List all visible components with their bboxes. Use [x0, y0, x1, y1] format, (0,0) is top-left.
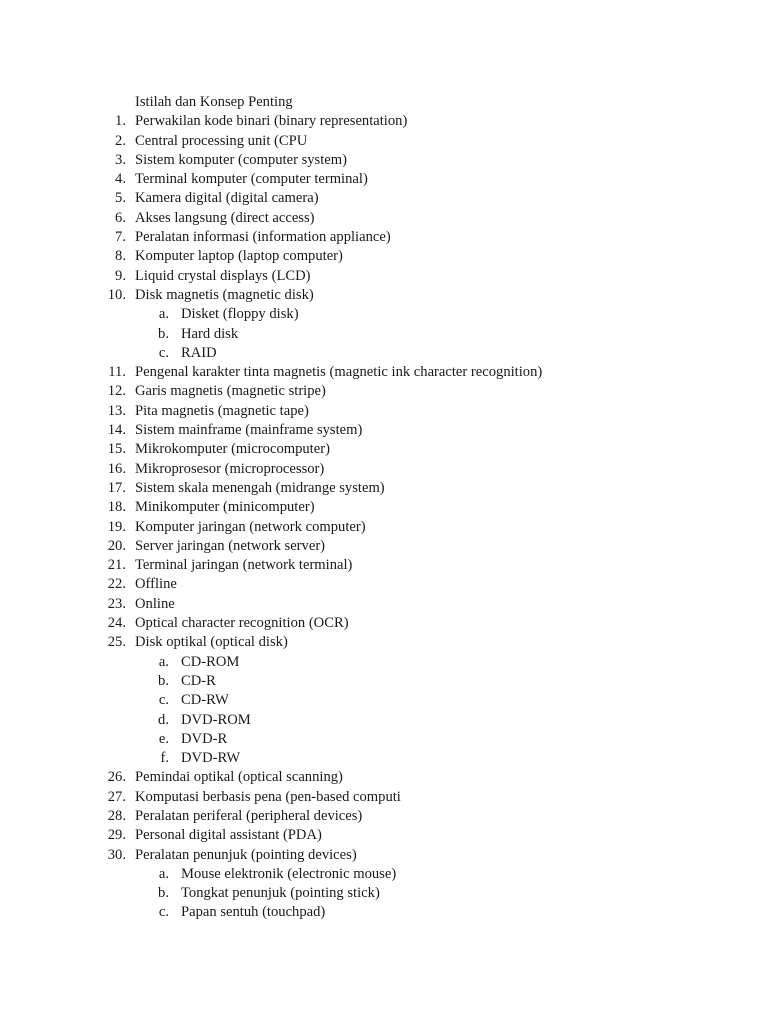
list-item-number: 11.: [108, 364, 126, 381]
list-item: [0, 170, 768, 189]
sub-list-item-letter: a.: [158, 653, 169, 670]
list-item-text: Pita magnetis (magnetic tape): [135, 402, 309, 419]
list-item-number: 23.: [107, 595, 126, 612]
document-heading-line: [0, 93, 768, 112]
list-item-text: Komputasi berbasis pena (pen-based computi: [135, 788, 401, 805]
sub-list-item-letter: c.: [158, 904, 169, 921]
list-item-number: 20.: [107, 537, 126, 554]
sub-list-item-letter: b.: [158, 325, 169, 342]
sub-list-item: [0, 344, 768, 363]
sub-list-item-text: CD-ROM: [181, 653, 240, 670]
list-item-number: 7.: [115, 229, 126, 246]
sub-list-item-letter: c.: [158, 692, 169, 709]
sub-list-item: [0, 653, 768, 672]
list-item: [0, 498, 768, 517]
list-item: [0, 382, 768, 401]
list-item-number: 29.: [107, 827, 126, 844]
list-item-text: Personal digital assistant (PDA): [135, 827, 322, 844]
sub-list-item: [0, 672, 768, 691]
list-item: [0, 228, 768, 247]
list-item-text: Disk magnetis (magnetic disk): [135, 286, 314, 303]
list-item-number: 5.: [115, 190, 126, 207]
sub-list-item-text: CD-RW: [181, 692, 229, 709]
list-item-text: Server jaringan (network server): [135, 537, 326, 554]
list-item-number: 28.: [107, 807, 126, 824]
sub-list-item: [0, 865, 768, 884]
sub-list-item: [0, 305, 768, 324]
sub-list-item: [0, 325, 768, 344]
list-item: [0, 633, 768, 652]
sub-list-item-text: Papan sentuh (touchpad): [181, 904, 326, 921]
sub-list-item-text: Tongkat penunjuk (pointing stick): [181, 885, 380, 902]
list-item: [0, 363, 768, 382]
sub-list-item-letter: d.: [158, 711, 169, 728]
list-item-number: 21.: [107, 557, 126, 574]
sub-list-item-letter: b.: [158, 672, 169, 689]
list-item-number: 4.: [115, 171, 126, 188]
list-item-number: 10.: [107, 286, 126, 303]
list-item-text: Kamera digital (digital camera): [135, 190, 319, 207]
list-item: [0, 788, 768, 807]
list-item-number: 27.: [107, 788, 126, 805]
list-item: [0, 421, 768, 440]
list-item-text: Sistem mainframe (mainframe system): [135, 422, 363, 439]
list-item: [0, 846, 768, 865]
list-item-number: 12.: [107, 383, 126, 400]
list-item: [0, 807, 768, 826]
list-item: [0, 402, 768, 421]
list-item: [0, 247, 768, 266]
document-page: [0, 93, 768, 923]
list-item-number: 19.: [107, 518, 126, 535]
list-item: [0, 556, 768, 575]
list-item-text: Optical character recognition (OCR): [135, 615, 349, 632]
sub-list-item-letter: a.: [158, 306, 169, 323]
list-item-number: 24.: [107, 615, 126, 632]
list-item-number: 26.: [107, 769, 126, 786]
sub-list-item: [0, 903, 768, 922]
list-item-number: 30.: [107, 846, 126, 863]
list-item-text: Komputer jaringan (network computer): [135, 518, 366, 535]
list-item: [0, 440, 768, 459]
list-item-text: Peralatan informasi (information appliance): [135, 229, 391, 246]
list-item-number: 2.: [115, 132, 126, 149]
sub-list-item-text: Mouse elektronik (electronic mouse): [181, 865, 397, 882]
sub-list-item-letter: b.: [158, 885, 169, 902]
list-item: [0, 460, 768, 479]
list-item-number: 25.: [107, 634, 126, 651]
list-item-text: Mikrokomputer (microcomputer): [135, 441, 330, 458]
list-item-number: 15.: [107, 441, 126, 458]
list-item: [0, 209, 768, 228]
list-item-number: 22.: [107, 576, 126, 593]
list-item: [0, 112, 768, 131]
list-item-text: Central processing unit (CPU: [135, 132, 308, 149]
list-item: [0, 267, 768, 286]
list-item-number: 8.: [115, 248, 126, 265]
list-item: [0, 518, 768, 537]
sub-list-item-letter: e.: [158, 730, 169, 747]
list-item-number: 17.: [107, 479, 126, 496]
list-item-number: 13.: [107, 402, 126, 419]
list-item: [0, 151, 768, 170]
list-item: [0, 826, 768, 845]
list-item: [0, 479, 768, 498]
list-item-text: Online: [135, 595, 175, 612]
list-item-text: Pengenal karakter tinta magnetis (magnetic ink character recognition): [135, 364, 543, 381]
list-item: [0, 132, 768, 151]
sub-list-item: [0, 884, 768, 903]
list-item: [0, 537, 768, 556]
list-item-text: Peralatan periferal (peripheral devices): [135, 807, 363, 824]
sub-list-item: [0, 711, 768, 730]
list-item-text: Disk optikal (optical disk): [135, 634, 288, 651]
list-item-number: 16.: [107, 460, 126, 477]
list-item-text: Minikomputer (minicomputer): [135, 499, 315, 516]
list-item-number: 14.: [107, 422, 126, 439]
list-item: [0, 768, 768, 787]
list-item: [0, 189, 768, 208]
sub-list-item-letter: c.: [158, 344, 169, 361]
sub-list-item: [0, 730, 768, 749]
list-item: [0, 286, 768, 305]
list-item-number: 18.: [107, 499, 126, 516]
list-item-text: Garis magnetis (magnetic stripe): [135, 383, 326, 400]
list-item-text: Liquid crystal displays (LCD): [135, 267, 311, 284]
document-heading: Istilah dan Konsep Penting: [135, 94, 293, 110]
list-item-number: 6.: [115, 209, 126, 226]
sub-list-item-text: DVD-RW: [181, 750, 241, 767]
list-item-text: Perwakilan kode binari (binary representation): [135, 113, 408, 130]
sub-list-item-text: Disket (floppy disk): [181, 306, 299, 323]
list-item-text: Mikroprosesor (microprocessor): [135, 460, 325, 477]
list-item-text: Sistem komputer (computer system): [135, 151, 347, 168]
sub-list-item-text: DVD-R: [181, 730, 228, 747]
sub-list-item-letter: f.: [160, 750, 169, 767]
list-item-number: 9.: [115, 267, 126, 284]
list-item: [0, 595, 768, 614]
list-item: [0, 614, 768, 633]
sub-list-item: [0, 749, 768, 768]
list-item-text: Offline: [135, 576, 177, 593]
sub-list-item-text: RAID: [181, 344, 217, 361]
list-item: [0, 575, 768, 594]
sub-list-item-text: Hard disk: [181, 325, 239, 342]
list-item-text: Sistem skala menengah (midrange system): [135, 479, 385, 496]
sub-list-item-letter: a.: [158, 865, 169, 882]
list-item-text: Peralatan penunjuk (pointing devices): [135, 846, 357, 863]
list-item-number: 3.: [115, 151, 126, 168]
sub-list-item-text: CD-R: [181, 672, 216, 689]
sub-list-item: [0, 691, 768, 710]
term-list: [0, 112, 768, 922]
list-item-text: Terminal komputer (computer terminal): [135, 171, 368, 188]
list-item-number: 1.: [115, 113, 126, 130]
list-item-text: Komputer laptop (laptop computer): [135, 248, 343, 265]
sub-list-item-text: DVD-ROM: [181, 711, 251, 728]
list-item-text: Pemindai optikal (optical scanning): [135, 769, 343, 786]
list-item-text: Akses langsung (direct access): [135, 209, 315, 226]
list-item-text: Terminal jaringan (network terminal): [135, 557, 353, 574]
